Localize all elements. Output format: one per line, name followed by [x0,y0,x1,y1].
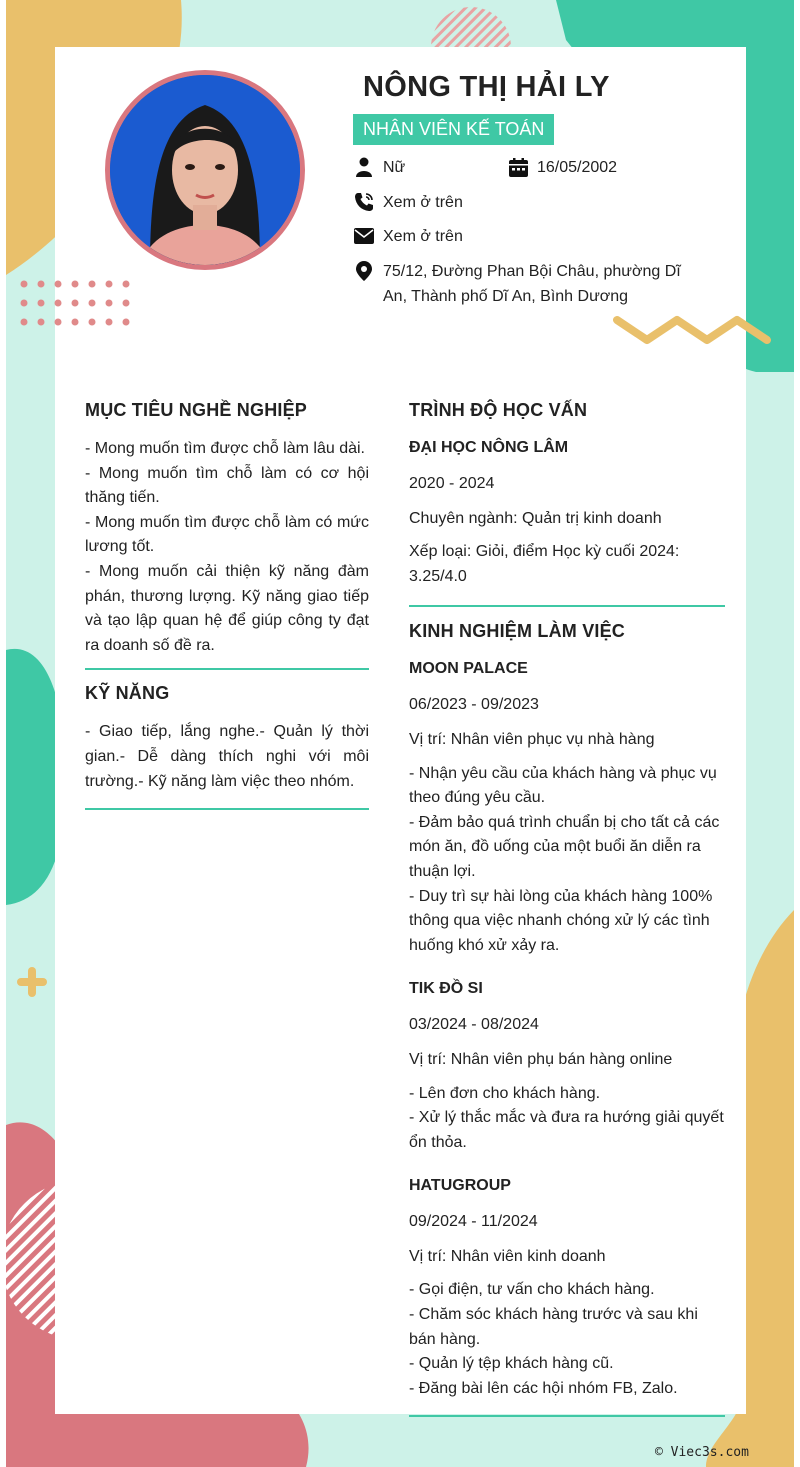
email-value: Xem ở trên [383,228,463,245]
section-divider [409,1415,725,1417]
experience-title: KINH NGHIỆM LÀM VIỆC [409,621,626,642]
education-title: TRÌNH ĐỘ HỌC VẤN [409,400,588,420]
portrait-illustration [110,75,300,265]
section-divider [85,808,369,810]
phone-icon [353,191,375,213]
company-name: MOON PALACE [409,660,528,678]
envelope-icon [353,225,375,247]
job-period: 03/2024 - 08/2024 [409,1016,539,1034]
job-duties: - Nhận yêu cầu của khách hàng và phục vụ theo đúng yêu cầu. - Đảm bảo quá trình chuẩn bị cho tất cả các món ăn, đồ uống của một buổi ăn diễn ra thuận lợi. - Duy trì sự hài lòng của khách hàng 100% thông qua việc nhanh chóng xử lý các tình huống khó xử xảy ra. [409,764,720,954]
objective-title: MỤC TIÊU NGHỀ NGHIỆP [85,400,308,420]
left-column [85,400,369,810]
zigzag-decoration [612,312,772,350]
profile-photo [105,70,305,270]
job-position: Vị trí: Nhân viên phục vụ nhà hàng [409,730,655,748]
right-column [409,400,725,1417]
birthday-row [507,155,617,180]
experience-item [409,1177,725,1401]
address-value [383,259,681,309]
skills-text: - Giao tiếp, lắng nghe.- Quản lý thời gian.- Dễ dàng thích nghi với môi trường.- Kỹ năng làm việc theo nhóm. [85,723,369,790]
job-duties: - Gọi điện, tư vấn cho khách hàng. - Chăm sóc khách hàng trước và sau khi bán hàng. - Quản lý tệp khách hàng cũ. - Đăng bài lên các hội nhóm FB, Zalo. [409,1281,698,1397]
birthday-value: 16/05/2002 [537,159,618,176]
cv-card [55,47,746,1414]
dot-pattern [18,278,132,330]
section-divider [409,605,725,607]
job-position: Vị trí: Nhân viên phụ bán hàng online [409,1050,673,1068]
experience-item [409,660,725,958]
job-duties: - Lên đơn cho khách hàng. - Xử lý thắc mắc và đưa ra hướng giải quyết ổn thỏa. [409,1084,724,1151]
company-name: TIK ĐỒ SI [409,980,483,998]
objective-text: - Mong muốn tìm được chỗ làm lâu dài. - Mong muốn tìm chỗ làm có cơ hội thăng tiến. - Mong muốn tìm được chỗ làm có mức lương tốt. - Mong muốn cải thiện kỹ năng đàm phán, thương lượng. Kỹ năng giao tiếp và tạo lập quan hệ để giúp công ty đạt ra doanh số đề ra. [85,440,369,654]
address-line-2: An, Thành phố Dĩ An, Bình Dương [383,288,629,305]
education-years: 2020 - 2024 [409,475,495,492]
gender-value: Nữ [383,159,406,176]
calendar-icon [507,156,529,178]
job-title-badge: NHÂN VIÊN KẾ TOÁN [353,114,554,145]
footer-credit: © Viec3s.com [655,1445,749,1460]
candidate-name: NÔNG THỊ HẢI LY [363,71,610,103]
phone-value: Xem ở trên [383,194,463,211]
education-school: ĐẠI HỌC NÔNG LÂM [409,439,569,456]
education-grade: Xếp loại: Giỏi, điểm Học kỳ cuối 2024: 3.25/4.0 [409,543,680,585]
company-name: HATUGROUP [409,1177,511,1195]
job-position: Vị trí: Nhân viên kinh doanh [409,1247,606,1265]
gender-row [353,155,405,180]
experience-item [409,980,725,1155]
email-row [353,224,463,249]
job-period: 09/2024 - 11/2024 [409,1213,538,1231]
phone-row [353,190,463,215]
skills-title: KỸ NĂNG [85,683,170,704]
section-divider [85,668,369,670]
education-major: Chuyên ngành: Quản trị kinh doanh [409,509,662,527]
address-line-1: 75/12, Đường Phan Bội Châu, phường Dĩ [383,263,681,280]
user-icon [353,156,375,178]
address-row [353,259,681,309]
job-period: 06/2023 - 09/2023 [409,696,539,714]
map-pin-icon [353,260,375,282]
